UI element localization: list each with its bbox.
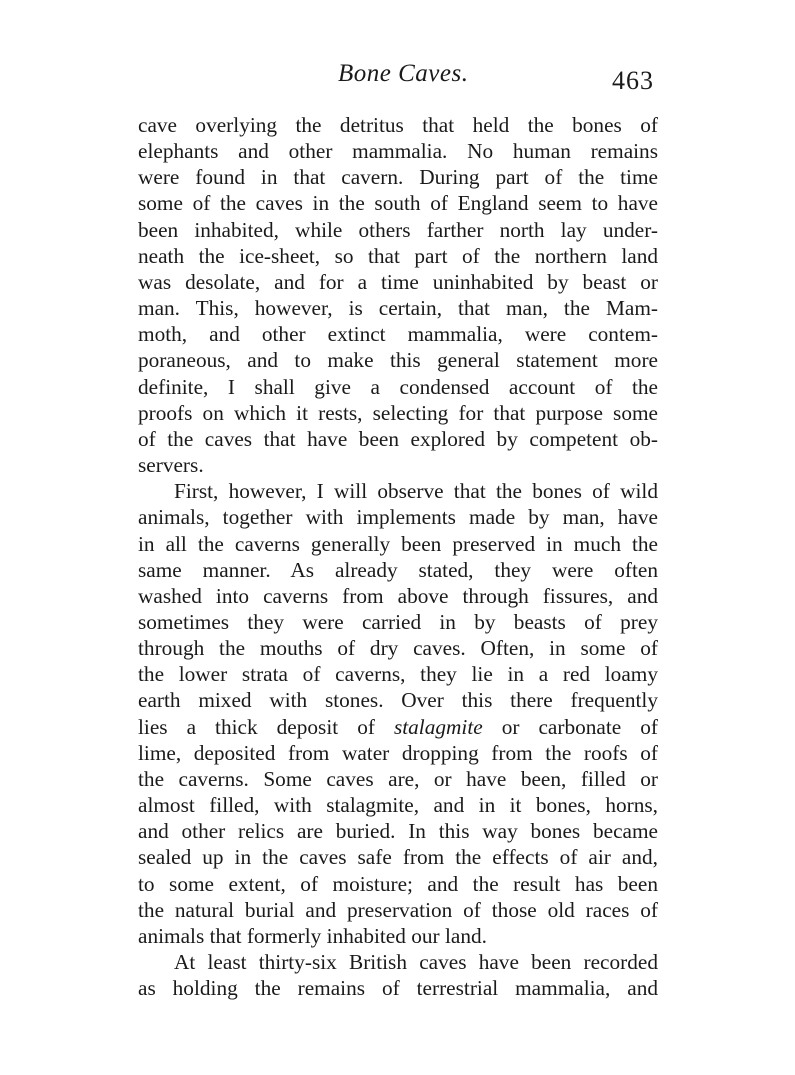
text-line: same manner. As already stated, they were often (138, 557, 658, 582)
text-line: been inhabited, while others farther north lay under- (138, 217, 658, 242)
text-line: to some extent, of moisture; and the result has been (138, 871, 658, 896)
paragraph-1 (138, 112, 658, 478)
paragraph-3 (138, 949, 658, 1001)
text-line: the lower strata of caverns, they lie in a red loamy (138, 662, 658, 687)
text-line: and other relics are buried. In this way bones became (138, 819, 658, 844)
text-line: the natural burial and preservation of those old races of (138, 897, 658, 922)
text-line: some of the caves in the south of England seem to have (138, 191, 658, 216)
text-line: washed into caverns from above through fissures, and (138, 583, 658, 608)
text-line: poraneous, and to make this general statement more (138, 348, 658, 373)
paragraph-2 (138, 478, 658, 949)
text-line: servers. (138, 453, 204, 478)
text-line: the caverns. Some caves are, or have been, filled or (138, 766, 658, 791)
text-line: was desolate, and for a time uninhabited by beast or (138, 269, 658, 294)
body-text (138, 112, 658, 1001)
text-line: through the mouths of dry caves. Often, in some of (138, 636, 658, 661)
text-line: were found in that cavern. During part of the time (138, 165, 658, 190)
text-line: elephants and other mammalia. No human remains (138, 139, 658, 164)
text-line: of the caves that have been explored by competent ob- (138, 426, 658, 451)
text-line: animals that formerly inhabited our land. (138, 923, 487, 948)
text-line: neath the ice-sheet, so that part of the northern land (138, 243, 658, 268)
text-line: sometimes they were carried in by beasts of prey (138, 609, 658, 634)
text-line: man. This, however, is certain, that man, the Mam- (138, 296, 658, 321)
page-number: 463 (612, 66, 654, 95)
text-line: cave overlying the detritus that held the bones of (138, 113, 658, 137)
text-line: moth, and other extinct mammalia, were contem- (138, 322, 658, 347)
text-line: almost filled, with stalagmite, and in it bones, horns, (138, 793, 658, 818)
text-line: At least thirty-six British caves have been recorded (174, 950, 658, 974)
text-segment: lies a thick deposit of (138, 714, 375, 739)
text-line: definite, I shall give a condensed account of the (138, 374, 658, 399)
text-segment: or carbonate of (501, 714, 658, 739)
italic-term: stalagmite (393, 714, 483, 739)
text-line: in all the caverns generally been preserved in much the (138, 531, 658, 556)
text-line: First, however, I will observe that the bones of wild (174, 479, 658, 504)
text-line: as holding the remains of terrestrial mammalia, and (138, 976, 658, 1001)
running-head (138, 58, 658, 98)
text-line-with-italic (138, 714, 658, 740)
text-line: sealed up in the caves safe from the effects of air and, (138, 845, 658, 870)
text-line: lime, deposited from water dropping from the roofs of (138, 740, 658, 765)
text-line: proofs on which it rests, selecting for that purpose some (138, 400, 658, 425)
text-line: earth mixed with stones. Over this there frequently (138, 688, 658, 713)
running-title: Bone Caves. (338, 60, 469, 87)
text-line: animals, together with implements made by man, have (138, 505, 658, 530)
